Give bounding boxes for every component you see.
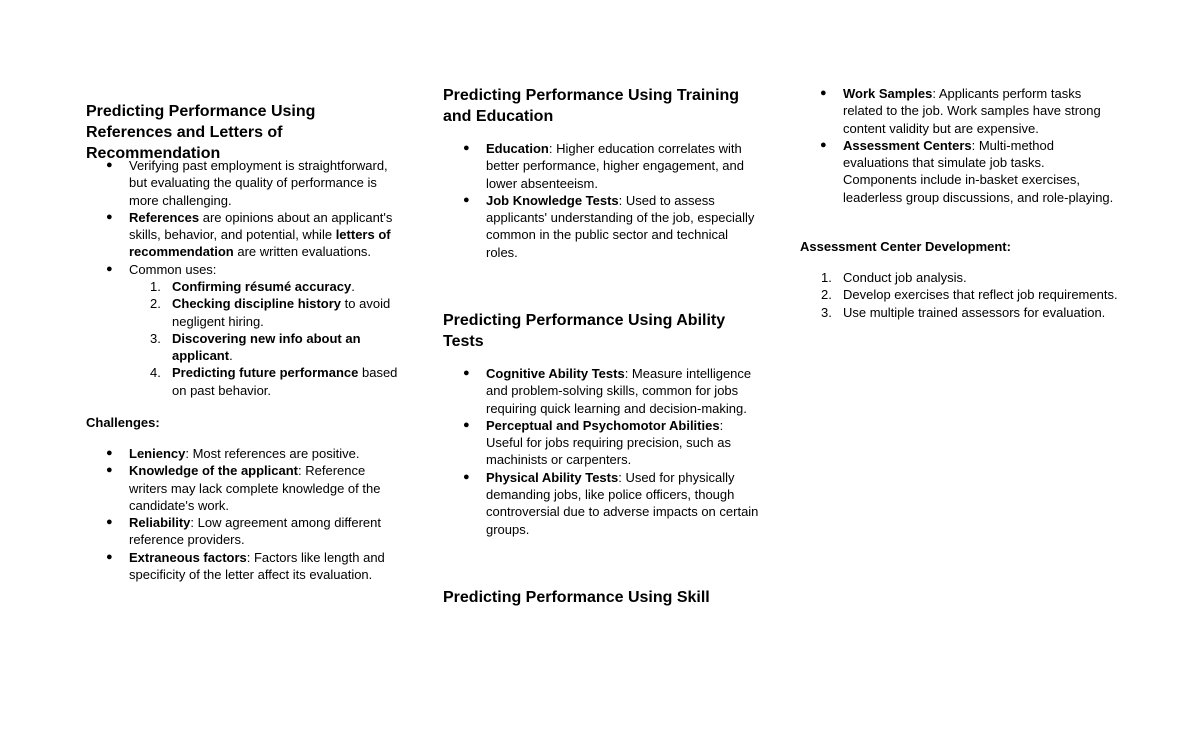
list-item: ● Verifying past employment is straightforward, but evaluating the quality of performance is more challenging. <box>106 158 388 208</box>
references-bullet-list <box>86 157 406 278</box>
challenges-list <box>86 445 406 583</box>
skill-list <box>800 85 1120 206</box>
list-item: ● Education: Higher education correlates with better performance, higher engagement, and lower absenteeism. <box>463 141 745 191</box>
list-item: ● Assessment Centers: Multi-method evaluations that simulate job tasks. Components include in-basket exercises, leaderless group discussions, and role-playing. <box>820 137 1114 205</box>
list-item: ● Reliability: Low agreement among different reference providers. <box>106 515 381 548</box>
bullet-icon: ● <box>106 464 113 477</box>
list-item: ● Leniency: Most references are positive. <box>106 446 360 461</box>
challenges-heading: Challenges: <box>86 415 160 430</box>
bullet-icon: ● <box>106 550 113 563</box>
list-item: 3. Use multiple trained assessors for evaluation. <box>821 304 1106 320</box>
list-item: 4. Predicting future performance based on past behavior. <box>150 365 398 398</box>
list-item: 1. Conduct job analysis. <box>821 270 967 285</box>
heading-training-education: Predicting Performance Using Training and Education <box>443 87 740 125</box>
assessment-development-heading: Assessment Center Development: <box>800 239 1011 254</box>
training-list <box>443 140 763 261</box>
bullet-icon: ● <box>106 262 113 275</box>
bullet-icon: ● <box>463 470 470 483</box>
development-steps-list <box>800 269 1120 321</box>
bullet-icon: ● <box>106 516 113 529</box>
bullet-icon: ● <box>106 210 113 223</box>
heading-references: Predicting Performance Using References and Letters of Recommendation <box>86 103 316 162</box>
list-item: ● Work Samples: Applicants perform tasks related to the job. Work samples have strong content validity but are expensive. <box>820 86 1101 136</box>
heading-skill: Predicting Performance Using Skill <box>443 589 710 606</box>
heading-ability-tests: Predicting Performance Using Ability Tests <box>443 312 726 350</box>
bullet-icon: ● <box>463 418 470 431</box>
list-item: ● Physical Ability Tests: Used for physically demanding jobs, like police officers, though controversial due to adverse impacts on certain groups. <box>463 469 759 537</box>
list-item: ● Extraneous factors: Factors like length and specificity of the letter affect its evaluation. <box>106 549 385 583</box>
ability-list <box>443 365 763 538</box>
bullet-icon: ● <box>106 159 113 171</box>
list-item: 2. Checking discipline history to avoid negligent hiring. <box>150 296 391 329</box>
bullet-icon: ● <box>820 138 827 151</box>
bullet-icon: ● <box>106 447 113 459</box>
list-item: ● Knowledge of the applicant: Reference writers may lack complete knowledge of the candidate's work. <box>106 463 381 513</box>
list-item: 3. Discovering new info about an applicant. <box>150 330 361 364</box>
list-item: ● Job Knowledge Tests: Used to assess applicants' understanding of the job, especially common in the public sector and technical roles. <box>463 192 755 260</box>
list-item: 1. Confirming résumé accuracy. <box>150 279 355 294</box>
common-uses-list <box>86 278 406 399</box>
list-item: ● Cognitive Ability Tests: Measure intelligence and problem-solving skills, common for jobs requiring quick learning and decision-making. <box>463 366 752 416</box>
bullet-icon: ● <box>463 367 470 379</box>
bullet-icon: ● <box>463 193 470 206</box>
list-item: ● Common uses: <box>106 261 217 277</box>
bullet-icon: ● <box>463 142 470 154</box>
list-item: 2. Develop exercises that reflect job requirements. <box>821 287 1118 303</box>
list-item: ● References are opinions about an applicant's skills, behavior, and potential, while letters of recommendation are written evaluations. <box>106 209 393 260</box>
bullet-icon: ● <box>820 87 827 99</box>
list-item: ● Perceptual and Psychomotor Abilities: Useful for jobs requiring precision, such as machinists or carpenters. <box>463 417 731 468</box>
